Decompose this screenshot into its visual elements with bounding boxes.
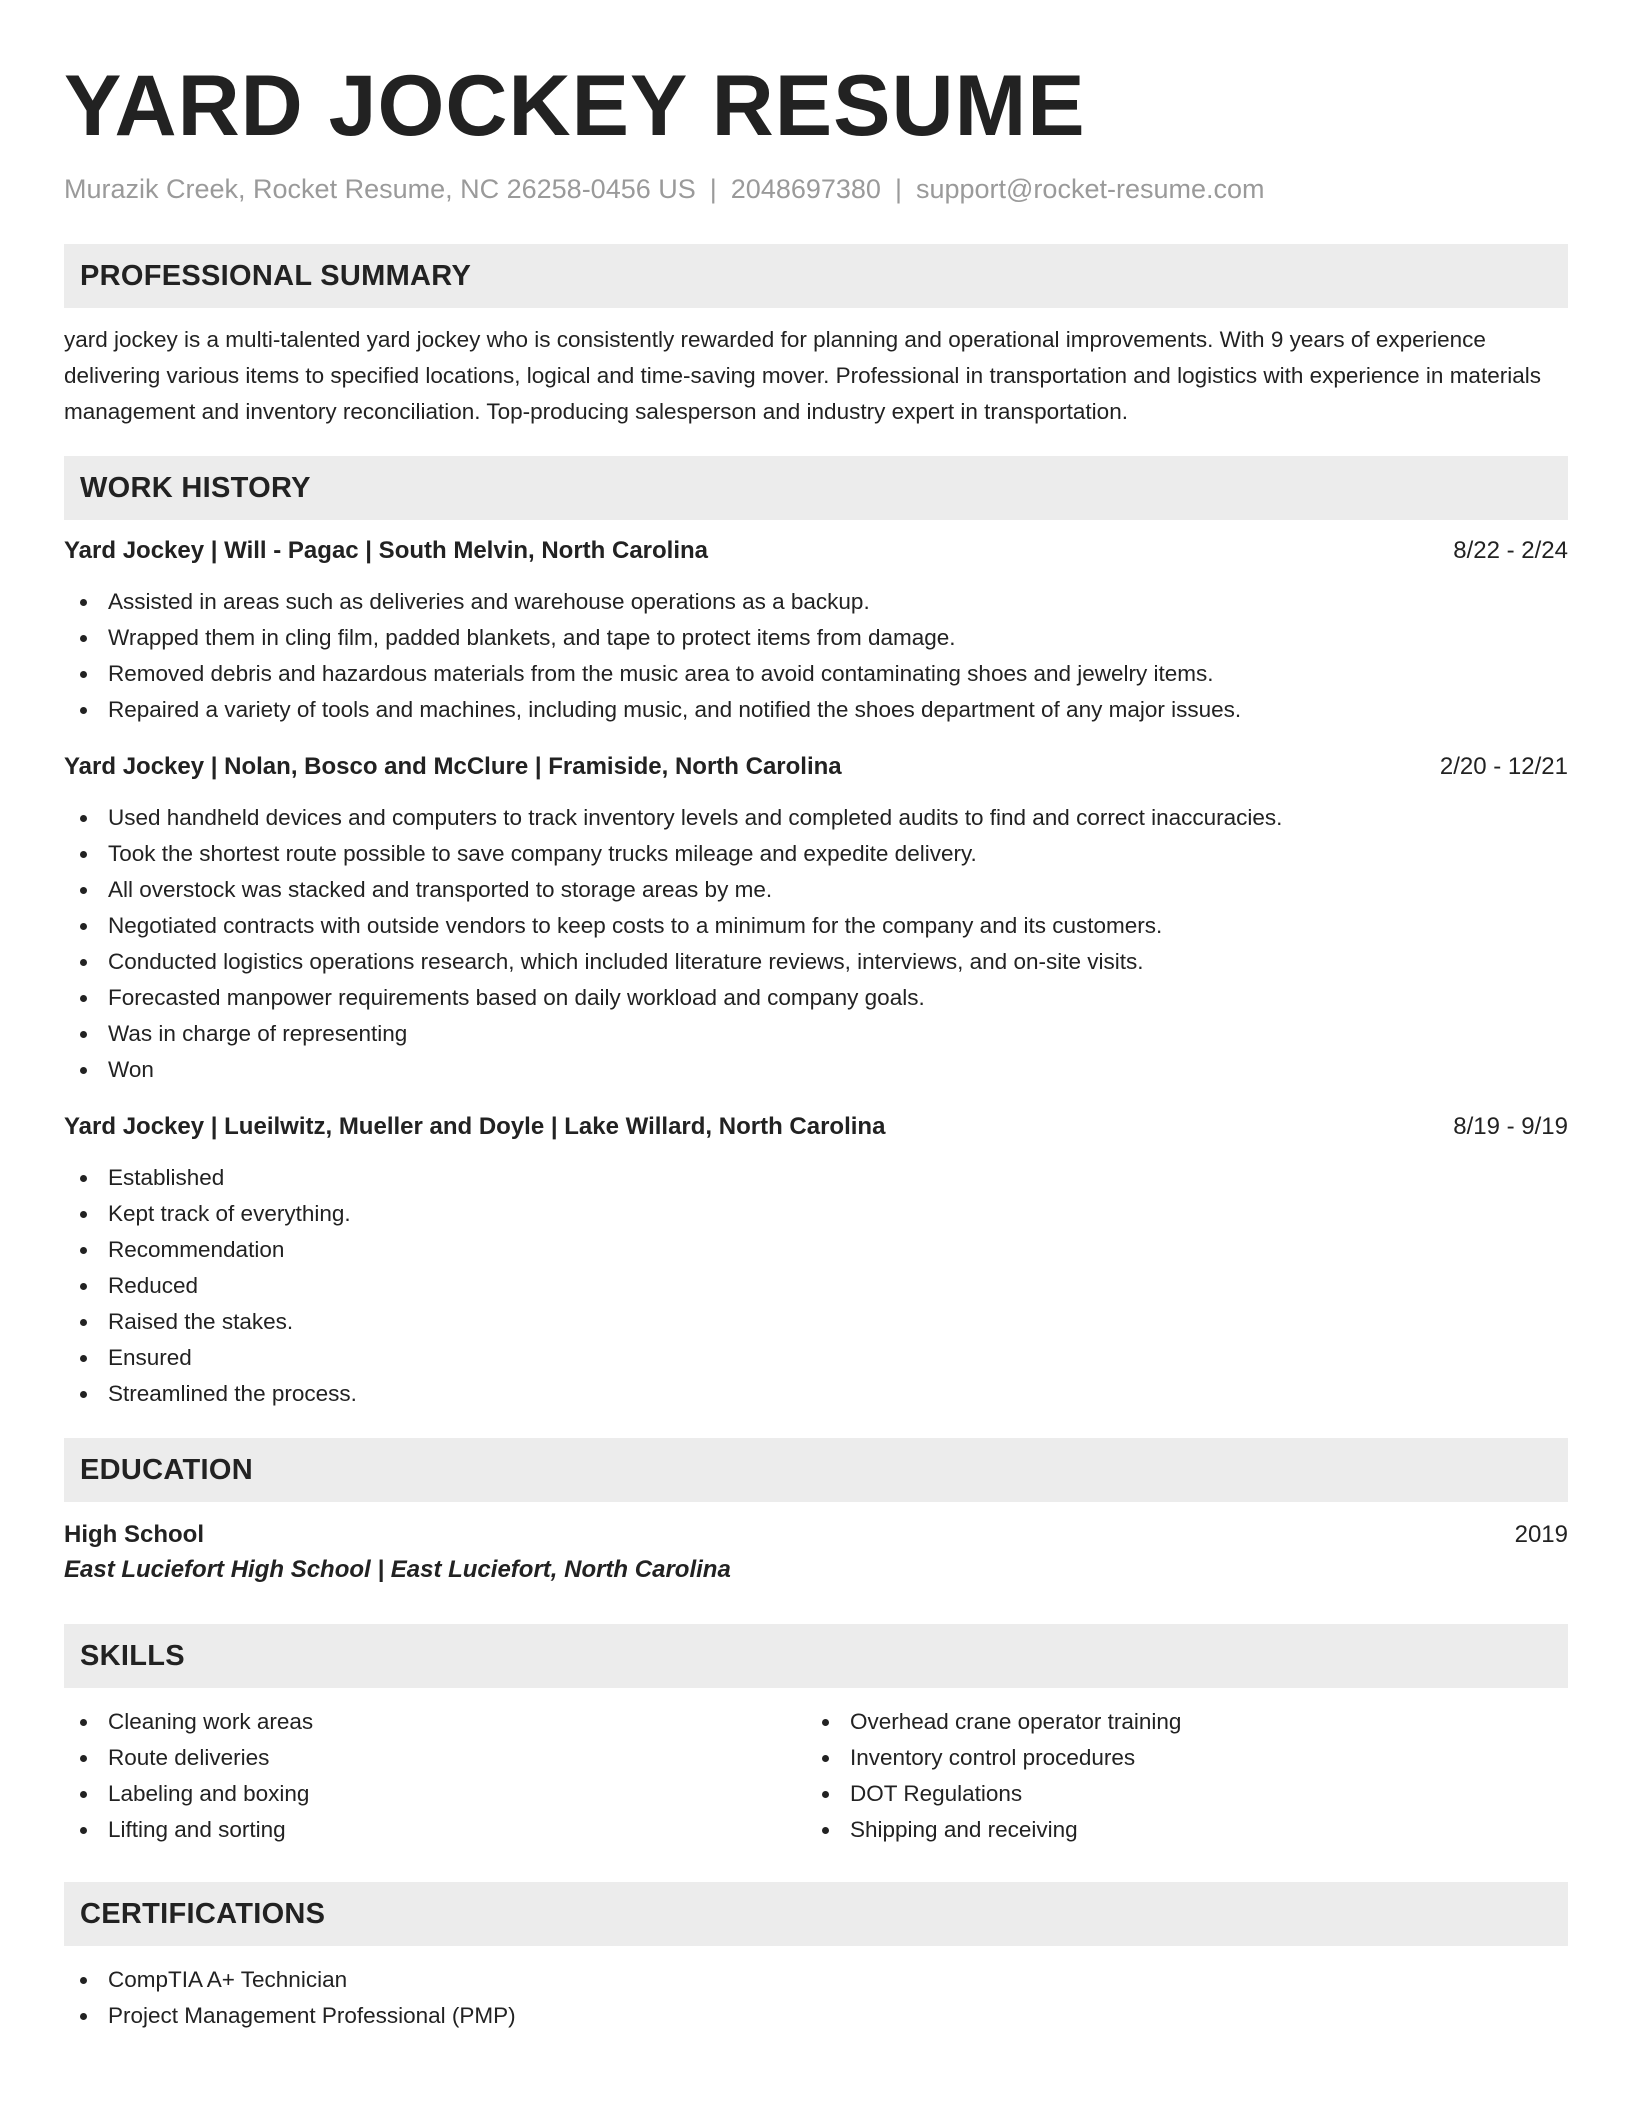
list-item: Recommendation: [64, 1232, 1568, 1268]
list-item: All overstock was stacked and transported to storage areas by me.: [64, 872, 1568, 908]
list-item: Reduced: [64, 1268, 1568, 1304]
certifications-heading: CERTIFICATIONS: [64, 1882, 1568, 1946]
summary-text: yard jockey is a multi-talented yard jockey who is consistently rewarded for planning and operational improvements. With 9 years of experience delivering various items to specified locations, logical and time-saving mover. Professional in transportation and logistics with experience in materials management and inventory reconciliation. Top-producing salesperson and industry expert in transportation.: [64, 327, 1541, 424]
skills-heading: SKILLS: [64, 1624, 1568, 1688]
list-item: Project Management Professional (PMP): [64, 1998, 1568, 2034]
job-bullets: [64, 800, 1568, 1088]
list-item: Used handheld devices and computers to track inventory levels and completed audits to find and correct inaccuracies.: [64, 800, 1568, 836]
list-item: Repaired a variety of tools and machines, including music, and notified the shoes department of any major issues.: [64, 692, 1568, 728]
list-item: Kept track of everything.: [64, 1196, 1568, 1232]
list-item: DOT Regulations: [806, 1776, 1548, 1812]
list-item: Lifting and sorting: [64, 1812, 806, 1848]
job-dates: 2/20 - 12/21: [1439, 753, 1568, 780]
skills-grid: [64, 1704, 1568, 1848]
job-dates: 8/19 - 9/19: [1453, 1113, 1568, 1140]
skills-column-right: [806, 1704, 1548, 1848]
list-item: Inventory control procedures: [806, 1740, 1548, 1776]
list-item: Won: [64, 1052, 1568, 1088]
education-degree: High School: [64, 1521, 204, 1548]
list-item: Forecasted manpower requirements based on daily workload and company goals.: [64, 980, 1568, 1016]
list-item: Established: [64, 1160, 1568, 1196]
summary-section: [64, 244, 1568, 430]
certifications-list: [64, 1962, 1568, 2034]
job-title: Yard Jockey | Lueilwitz, Mueller and Doyle | Lake Willard, North Carolina: [64, 1113, 886, 1140]
list-item: Took the shortest route possible to save company trucks mileage and expedite delivery.: [64, 836, 1568, 872]
list-item: Labeling and boxing: [64, 1776, 806, 1812]
job-bullets: [64, 584, 1568, 728]
contact-separator: |: [894, 174, 902, 204]
education-school: East Luciefort High School | East Luciefort, North Carolina: [64, 1556, 731, 1583]
education-year: 2019: [1514, 1521, 1568, 1548]
list-item: Route deliveries: [64, 1740, 806, 1776]
education-heading: EDUCATION: [64, 1438, 1568, 1502]
contact-line: [64, 172, 1568, 206]
list-item: Negotiated contracts with outside vendors to keep costs to a minimum for the company and its customers.: [64, 908, 1568, 944]
job-bullets: [64, 1160, 1568, 1412]
list-item: Overhead crane operator training: [806, 1704, 1548, 1740]
work-history-section: [64, 456, 1568, 1412]
list-item: Assisted in areas such as deliveries and warehouse operations as a backup.: [64, 584, 1568, 620]
resume-title: YARD JOCKEY RESUME: [64, 58, 1086, 154]
list-item: Raised the stakes.: [64, 1304, 1568, 1340]
work-history-heading: WORK HISTORY: [64, 456, 1568, 520]
list-item: CompTIA A+ Technician: [64, 1962, 1568, 1998]
list-item: Was in charge of representing: [64, 1016, 1568, 1052]
skills-section: [64, 1624, 1568, 1848]
list-item: Ensured: [64, 1340, 1568, 1376]
contact-email: support@rocket-resume.com: [915, 174, 1265, 204]
certifications-section: [64, 1882, 1568, 2034]
job-entry: [64, 1110, 1568, 1412]
list-item: Streamlined the process.: [64, 1376, 1568, 1412]
summary-heading: PROFESSIONAL SUMMARY: [64, 244, 1568, 308]
contact-address: Murazik Creek, Rocket Resume, NC 26258-0456 US: [64, 174, 696, 204]
list-item: Conducted logistics operations research, which included literature reviews, interviews, and on-site visits.: [64, 944, 1568, 980]
job-entry: [64, 750, 1568, 1088]
job-title: Yard Jockey | Will - Pagac | South Melvin, North Carolina: [64, 537, 709, 564]
job-dates: 8/22 - 2/24: [1453, 537, 1568, 564]
job-entry: [64, 534, 1568, 728]
skills-column-left: [64, 1704, 806, 1848]
job-title: Yard Jockey | Nolan, Bosco and McClure | Framiside, North Carolina: [64, 753, 842, 780]
resume-page: [64, 56, 1568, 2034]
list-item: Cleaning work areas: [64, 1704, 806, 1740]
list-item: Wrapped them in cling film, padded blankets, and tape to protect items from damage.: [64, 620, 1568, 656]
list-item: Removed debris and hazardous materials from the music area to avoid contaminating shoes and jewelry items.: [64, 656, 1568, 692]
list-item: Shipping and receiving: [806, 1812, 1548, 1848]
education-section: [64, 1438, 1568, 1588]
contact-separator: |: [709, 174, 717, 204]
contact-phone: 2048697380: [730, 174, 881, 204]
